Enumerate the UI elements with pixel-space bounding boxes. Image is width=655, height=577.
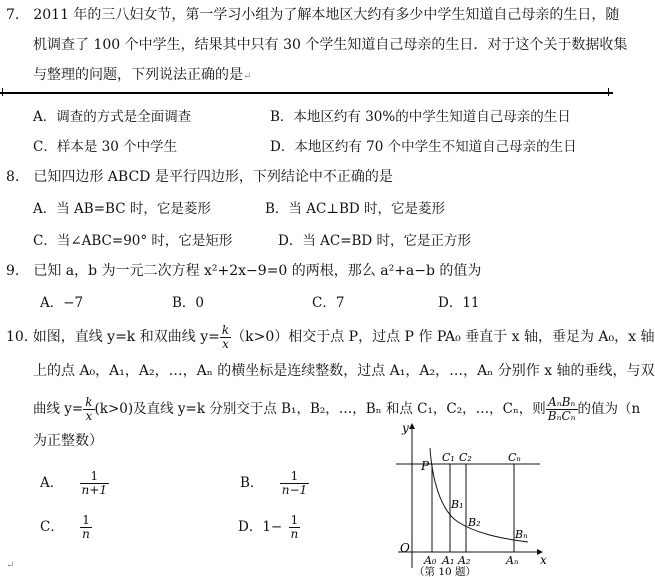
q10-line3-mid: (k>0)及直线 y=k 分别交于点 B₁，B₂，…，Bₙ 和点 C₁，C₂，…，Cₙ，则 bbox=[94, 401, 546, 417]
option-a-fraction bbox=[80, 470, 109, 497]
label-an: Aₙ bbox=[506, 554, 519, 567]
label-c2: C₂ bbox=[459, 451, 472, 464]
q10-option-b bbox=[240, 470, 309, 497]
q7-line3 bbox=[33, 66, 251, 86]
q10-line4: 为正整数） bbox=[33, 433, 103, 449]
option-label: B． bbox=[240, 475, 264, 491]
option-c-fraction bbox=[80, 514, 92, 541]
fraction-numerator: 1 bbox=[280, 470, 309, 484]
q8-option-c: C．当∠ABC=90° 时，它是矩形 bbox=[33, 233, 233, 249]
fraction-numerator: k bbox=[221, 322, 230, 337]
q10-line2: 上的点 A₀，A₁，A₂，…，Aₙ 的横坐标是连续整数，过点 A₁，A₂，…，Aₙ 分别作 x 轴的垂线，与双 bbox=[33, 363, 655, 379]
paragraph-mark-icon: ↵ bbox=[6, 560, 15, 571]
fraction-denominator: n bbox=[82, 527, 90, 541]
q9-option-b: B．0 bbox=[172, 295, 205, 311]
q8-option-a: A．当 AB=BC 时，它是菱形 bbox=[33, 201, 211, 217]
q7-line1: 7. 2011 年的三八妇女节，第一学习小组为了解本地区大约有多少中学生知道自己母亲的生日，随 bbox=[6, 7, 620, 23]
fraction-numerator: 1 bbox=[80, 470, 109, 484]
label-x: x bbox=[540, 553, 547, 567]
option-d-fraction bbox=[289, 514, 301, 541]
fraction-k-over-x bbox=[220, 324, 231, 351]
divider-tick-left bbox=[2, 88, 3, 96]
fraction-k-over-x-2 bbox=[83, 396, 94, 423]
q9-stem: 9. 已知 a，b 为一元二次方程 x²+2x−9=0 的两根，那么 a²+a−b 的值为 bbox=[6, 263, 482, 279]
label-y: y bbox=[402, 421, 409, 435]
fraction-numerator: k bbox=[85, 395, 93, 409]
q8-option-b: B．当 AC⊥BD 时，它是菱形 bbox=[265, 201, 446, 217]
label-cn: Cₙ bbox=[508, 451, 521, 464]
label-a1: A₁ bbox=[442, 554, 455, 567]
option-label: C． bbox=[40, 519, 64, 535]
q10-line3-pre: 曲线 y= bbox=[33, 401, 84, 417]
q7-line2: 机调查了 100 个中学生，结果其中只有 30 个学生知道自己母亲的生日．对于这个关于数据收集 bbox=[33, 37, 628, 53]
q7-option-d: D．本地区约有 70 个中学生不知道自己母亲的生日 bbox=[270, 139, 577, 155]
q10-option-a bbox=[40, 470, 109, 497]
label-b1: B₁ bbox=[451, 498, 464, 511]
q10-option-d bbox=[238, 514, 300, 541]
figure-caption: （第 10 题） bbox=[414, 566, 477, 577]
q9-option-d: D．11 bbox=[438, 295, 480, 311]
q10-line1 bbox=[6, 322, 655, 352]
option-label: A． bbox=[40, 475, 64, 491]
q7-option-b: B．本地区约有 30%的中学生知道自己母亲的生日 bbox=[270, 109, 571, 125]
label-a0: A₀ bbox=[424, 554, 437, 567]
fraction-denominator: x bbox=[222, 336, 229, 351]
q7-option-c: C．样本是 30 个中学生 bbox=[33, 139, 178, 155]
fraction-denominator: n bbox=[290, 527, 299, 541]
ratio-numerator: AₙBₙ bbox=[546, 396, 578, 410]
fraction-denominator: n−1 bbox=[281, 483, 308, 497]
q9-option-a: A．−7 bbox=[40, 295, 84, 311]
q10-line1-pre: 10. 如图，直线 y=k 和双曲线 y= bbox=[6, 329, 220, 345]
ratio-denominator: BₙCₙ bbox=[547, 409, 576, 423]
fraction-numerator: 1 bbox=[289, 514, 301, 528]
q10-option-c bbox=[40, 514, 92, 541]
option-b-fraction bbox=[280, 470, 309, 497]
label-b2: B₂ bbox=[468, 516, 481, 529]
q10-line3-post: 的值为（n bbox=[577, 401, 641, 417]
q10-figure bbox=[392, 418, 562, 577]
label-bn: Bₙ bbox=[515, 528, 528, 541]
q7-option-a: A．调查的方式是全面调查 bbox=[33, 109, 192, 125]
label-origin: O bbox=[400, 541, 410, 555]
paragraph-mark-icon: ↵ bbox=[243, 71, 252, 82]
fraction-denominator: x bbox=[85, 409, 93, 423]
option-label: D．1− bbox=[238, 519, 283, 535]
label-a2: A₂ bbox=[458, 554, 471, 567]
page-divider bbox=[0, 92, 613, 94]
fraction-denominator: n+1 bbox=[81, 483, 107, 497]
q10-line1-post: （k>0）相交于点 P，过点 P 作 PA₀ 垂直于 x 轴，垂足为 A₀，x 轴 bbox=[231, 329, 655, 345]
q8-stem: 8. 已知四边形 ABCD 是平行四边形，下列结论中不正确的是 bbox=[6, 169, 393, 185]
label-p: P bbox=[421, 459, 430, 473]
q7-line3-text: 与整理的问题，下列说法正确的是 bbox=[33, 67, 243, 83]
divider-tick-right bbox=[608, 88, 609, 96]
q9-option-c: C．7 bbox=[312, 295, 345, 311]
q8-option-d: D．当 AC=BD 时，它是正方形 bbox=[278, 233, 472, 249]
fraction-numerator: 1 bbox=[80, 514, 92, 528]
label-c1: C₁ bbox=[442, 451, 455, 464]
